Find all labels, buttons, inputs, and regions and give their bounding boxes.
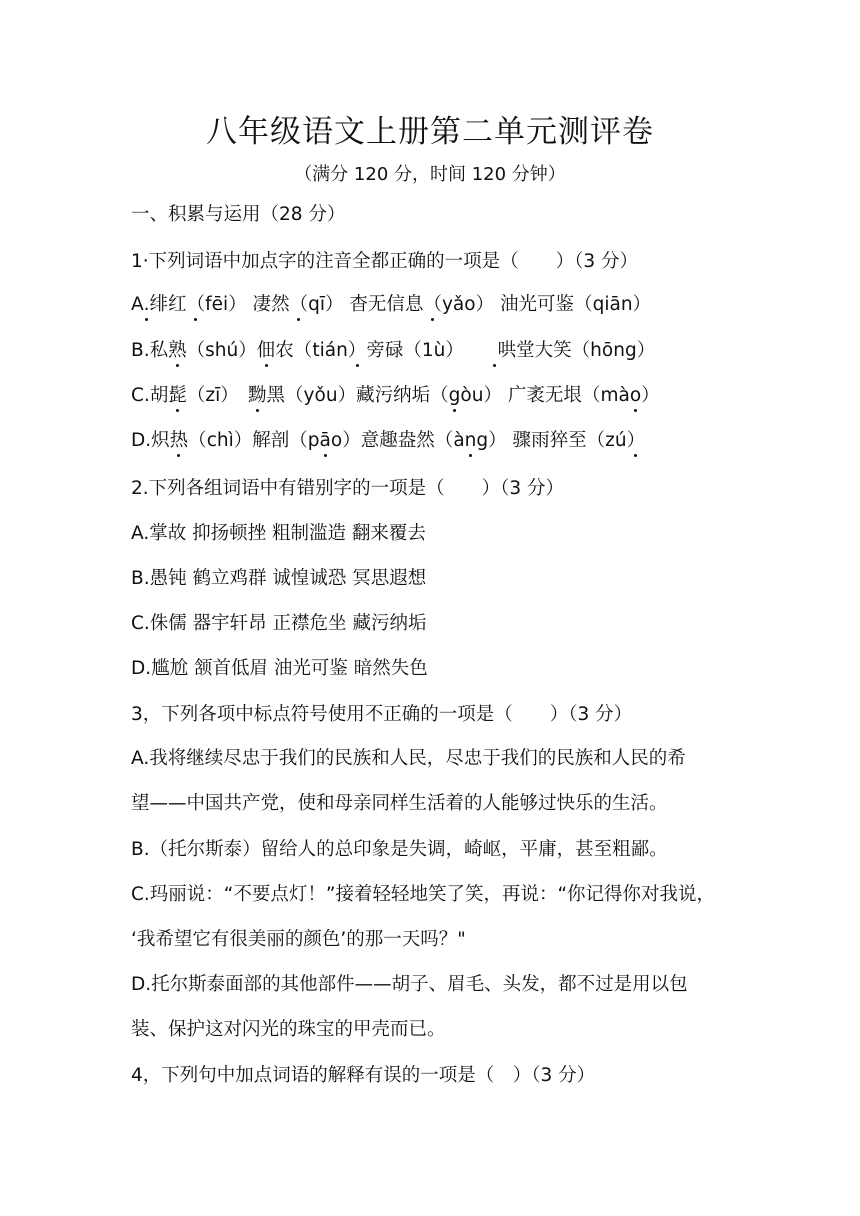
question-1-option-c: C.胡髭（zī） 黝黑（yǒu）藏污纳垢（gòu） 广袤无垠（mào） xyxy=(131,383,660,409)
emphasis-dot-char: ） xyxy=(348,338,367,364)
emphasis-dot-char: g xyxy=(449,383,461,409)
emphasis-dot-char: ） xyxy=(627,428,646,454)
emphasis-dot-char xyxy=(492,338,498,364)
question-1-option-a: A.绯红（fēi） 凄然（qī） 杳无信息（yǎo） 油光可鉴（qiān） xyxy=(131,292,651,318)
emphasis-dot-char: n xyxy=(465,428,477,454)
emphasis-dot-char: 黝 xyxy=(248,383,267,409)
page-title: 八年级语文上册第二单元测评卷 xyxy=(206,114,654,150)
question-3-option-a-line-1: A.我将继续尽忠于我们的民族和人民，尽忠于我们的民族和人民的希 xyxy=(131,748,686,769)
question-3-option-d-line-2: 装、保护这对闪光的珠宝的甲壳而已。 xyxy=(131,1019,446,1040)
question-2-option-d: D.尴尬 颔首低眉 油光可鉴 暗然失色 xyxy=(131,658,428,679)
emphasis-dot-char: （ xyxy=(187,292,206,318)
emphasis-dot-char: . xyxy=(144,292,150,318)
emphasis-dot-char: 熟 xyxy=(168,338,187,364)
section-heading: 一、积累与运用（28 分） xyxy=(131,204,346,225)
question-2-option-b: B.愚钝 鹤立鸡群 诚惶诚恐 冥思遐想 xyxy=(131,568,427,589)
page-subtitle: （满分 120 分，时间 120 分钟） xyxy=(294,164,566,185)
emphasis-dot-char: o xyxy=(630,383,641,409)
emphasis-dot-char: 热 xyxy=(170,428,189,454)
question-1-option-b: B.私熟（shú）佃农（tián）旁碌（1ù） 哄堂大笑（hōng） xyxy=(131,338,655,364)
question-3-option-c-line-1: C.玛丽说：“不要点灯！”接着轻轻地笑了笑，再说：“你记得你对我说， xyxy=(131,884,716,905)
question-3-option-d-line-1: D.托尔斯泰面部的其他部件——胡子、眉毛、头发，都不过是用以包 xyxy=(131,974,688,995)
emphasis-dot-char: ā xyxy=(320,428,331,454)
emphasis-dot-char: （ xyxy=(290,292,309,318)
question-2-option-c: C.侏儒 器宇轩昂 正襟危坐 藏污纳垢 xyxy=(131,613,427,634)
emphasis-dot-char: 佃 xyxy=(257,338,276,364)
question-2-option-a: A.掌故 抑扬顿挫 粗制滥造 翻来覆去 xyxy=(131,523,426,544)
question-3-option-c-line-2: ‘我希望它有很美丽的颜色’的那一天吗？" xyxy=(131,929,466,950)
question-3-option-b: B.（托尔斯泰）留给人的总印象是失调，崎岖，平庸，甚至粗鄙。 xyxy=(131,839,668,860)
question-3-option-a-line-2: 望——中国共产党，使和母亲同样生活着的人能够过快乐的生活。 xyxy=(131,793,668,814)
question-4-stem: 4，下列句中加点词语的解释有误的一项是（ ）（3 分） xyxy=(131,1065,596,1086)
question-3-stem: 3，下列各项中标点符号使用不正确的一项是（ ）（3 分） xyxy=(131,704,633,725)
emphasis-dot-char: 髭 xyxy=(168,383,187,409)
question-1-option-d: D.炽热（chì）解剖（pāo）意趣盎然（àng） 骤雨猝至（zú） xyxy=(131,428,645,454)
emphasis-dot-char: （ xyxy=(423,292,442,318)
question-1-stem: 1·下列词语中加点字的注音全都正确的一项是（ ）（3 分） xyxy=(131,251,639,272)
question-2-stem: 2.下列各组词语中有错别字的一项是（ ）（3 分） xyxy=(131,478,565,499)
